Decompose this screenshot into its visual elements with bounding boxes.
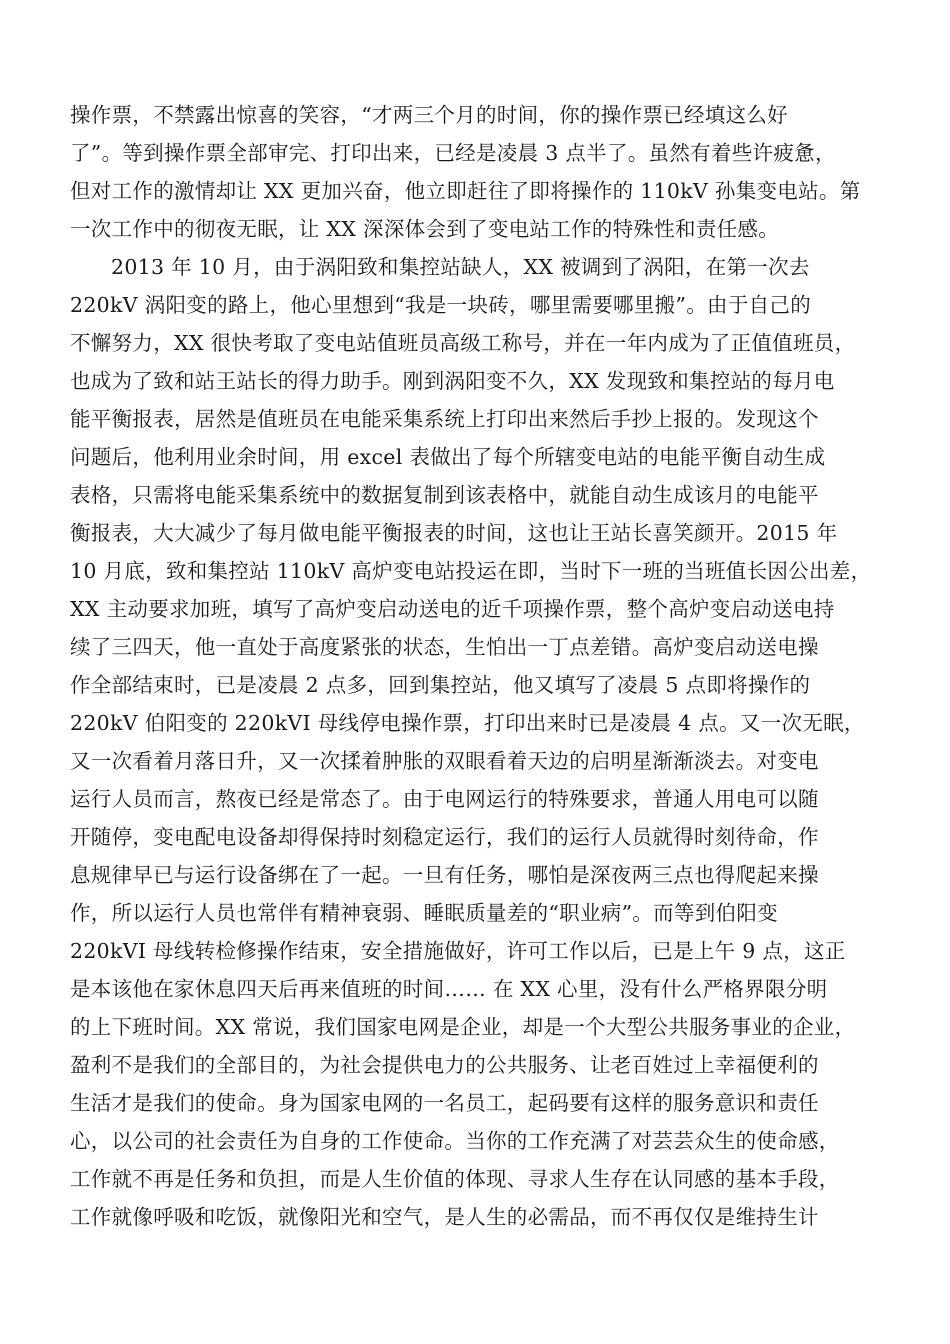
text-line: 又一次看着月落日升，又一次揉着肿胀的双眼看着天边的启明星渐渐淡去。对变电 — [70, 749, 819, 773]
text-line: 开随停，变电配电设备却得保持时刻稳定运行，我们的运行人员就得时刻待命，作 — [70, 825, 819, 849]
text-line: 盈利不是我们的全部目的，为社会提供电力的公共服务、让老百姓过上幸福便利的 — [70, 1053, 819, 1077]
text-line: 也成为了致和站王站长的得力助手。刚到涡阳变不久，XX 发现致和集控站的每月电 — [70, 369, 835, 393]
text-line: 220kVI 母线转检修操作结束，安全措施做好，许可工作以后，已是上午 9 点，这正 — [70, 939, 846, 963]
text-line: 运行人员而言，熬夜已经是常态了。由于电网运行的特殊要求，普通人用电可以随 — [70, 787, 819, 811]
text-line: 是本该他在家休息四天后再来值班的时间…… 在 XX 心里，没有什么严格界限分明 — [70, 977, 828, 1001]
text-line: 10 月底，致和集控站 110kV 高炉变电站投运在即，当时下一班的当班值长因公出差， — [70, 559, 872, 583]
text-line: 的上下班时间。XX 常说，我们国家电网是企业，却是一个大型公共服务事业的企业， — [70, 1015, 856, 1039]
text-line: 生活才是我们的使命。身为国家电网的一名员工，起码要有这样的服务意识和责任 — [70, 1091, 819, 1115]
text-line: XX 主动要求加班，填写了高炉变启动送电的近千项操作票，整个高炉变启动送电持 — [70, 597, 835, 621]
text-line: 衡报表，大大减少了每月做电能平衡报表的时间，这也让王站长喜笑颜开。2015 年 — [70, 521, 838, 545]
text-line: 心，以公司的社会责任为自身的工作使命。当你的工作充满了对芸芸众生的使命感， — [70, 1129, 840, 1153]
text-line: 220kV 伯阳变的 220kVI 母线停电操作票，打印出来时已是凌晨 4 点。又一次无眠， — [70, 711, 865, 735]
text-line: 不懈努力，XX 很快考取了变电站值班员高级工称号，并在一年内成为了正值值班员， — [70, 331, 856, 355]
text-line: 表格，只需将电能采集系统中的数据复制到该表格中，就能自动生成该月的电能平 — [70, 483, 819, 507]
text-line: 一次工作中的彻夜无眠，让 XX 深深体会到了变电站工作的特殊性和责任感。 — [70, 217, 780, 241]
text-line: 问题后，他利用业余时间，用 excel 表做出了每个所辖变电站的电能平衡自动生成 — [70, 445, 826, 469]
text-line: 2013 年 10 月，由于涡阳致和集控站缺人，XX 被调到了涡阳，在第一次去 — [111, 255, 810, 279]
text-line: 了”。等到操作票全部审完、打印出来，已经是凌晨 3 点半了。虽然有着些许疲惫， — [70, 141, 836, 165]
text-line: 能平衡报表，居然是值班员在电能采集系统上打印出来然后手抄上报的。发现这个 — [70, 407, 819, 431]
text-line: 但对工作的激情却让 XX 更加兴奋，他立即赶往了即将操作的 110kV 孙集变电站。第 — [70, 179, 861, 203]
text-line: 220kV 涡阳变的路上，他心里想到“我是一块砖，哪里需要哪里搬”。由于自己的 — [70, 293, 812, 317]
text-line: 工作就像呼吸和吃饭，就像阳光和空气，是人生的必需品，而不再仅仅是维持生计 — [70, 1205, 819, 1229]
text-line: 作全部结束时，已是凌晨 2 点多，回到集控站，他又填写了凌晨 5 点即将操作的 — [70, 673, 811, 697]
text-line: 工作就不再是任务和负担，而是人生价值的体现、寻求人生存在认同感的基本手段， — [70, 1167, 840, 1191]
text-line: 续了三四天，他一直处于高度紧张的状态，生怕出一丁点差错。高炉变启动送电操 — [70, 635, 819, 659]
text-line: 作，所以运行人员也常伴有精神衰弱、睡眠质量差的“职业病”。而等到伯阳变 — [70, 901, 778, 925]
text-line: 操作票，不禁露出惊喜的笑容，“才两三个月的时间，你的操作票已经填这么好 — [70, 103, 788, 127]
text-line: 息规律早已与运行设备绑在了一起。一旦有任务，哪怕是深夜两三点也得爬起来操 — [70, 863, 819, 887]
